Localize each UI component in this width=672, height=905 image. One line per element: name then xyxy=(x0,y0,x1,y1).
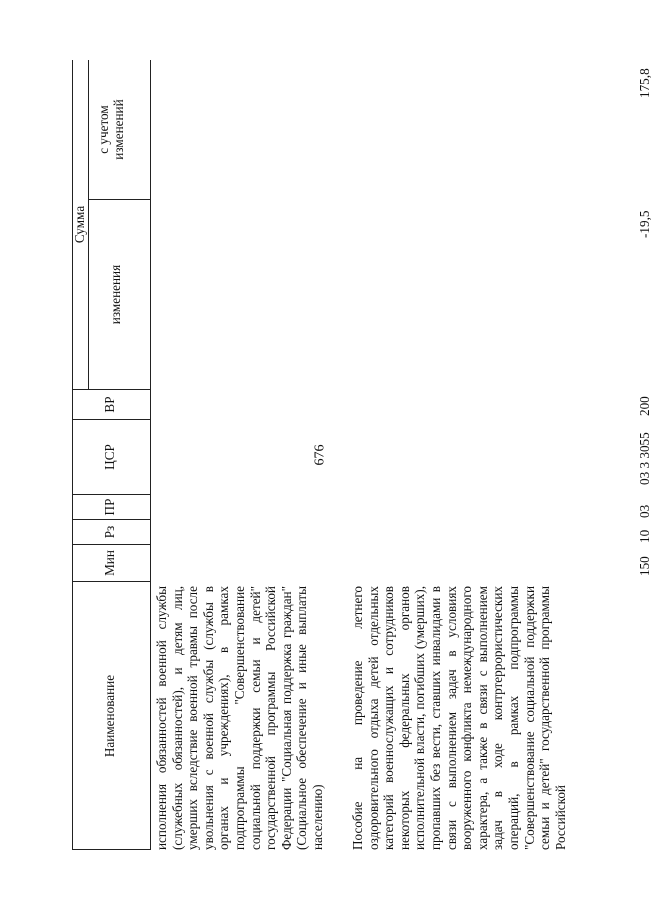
page-number: 676 xyxy=(312,444,328,466)
sum-group-divider xyxy=(88,60,89,390)
header-name: Наименование xyxy=(102,674,117,758)
header-rz: Рз xyxy=(102,525,117,539)
table-row-with-changes: 175,8 xyxy=(637,68,652,98)
header-vr: ВР xyxy=(102,396,117,413)
header-bottom-border xyxy=(150,60,151,850)
table-row-changes: -19,5 xyxy=(637,210,652,238)
header-with-changes-1: с учетом xyxy=(96,105,111,154)
header-min: Мин xyxy=(102,550,117,576)
table-row-name: исполнения обязанностей военной службы (служебных обязанностей), и детям лиц, умерших вследствие военной травмы после увольнения с военной службы (службы в органах и учреждениях), в рамках подпрограммы "Совершенствование социальной поддержки семьи и детей" государственной программы Российской Федерации "Социальная поддержка граждан" (Социальное обеспечение и иные выплаты населению) xyxy=(154,586,325,850)
header-sum-group: Сумма xyxy=(72,205,87,244)
header-pr: ПР xyxy=(102,498,117,516)
header-changes: изменения xyxy=(108,264,123,325)
table-row-csr: 03 3 3055 xyxy=(637,432,652,485)
table-row-pr: 03 xyxy=(637,504,652,518)
header-with-changes-2: изменений xyxy=(111,99,126,160)
table-row-vr: 200 xyxy=(637,396,652,416)
rotated-table xyxy=(72,60,672,850)
table-row-rz: 10 xyxy=(637,529,652,543)
table-row-min: 150 xyxy=(637,556,652,576)
header-csr: ЦСР xyxy=(102,444,117,470)
table-row-name: Пособие на проведение летнего оздоровительного отдыха детей отдельных категорий военнослужащих и сотрудников некоторых федеральных органов исполнительной власти, погибших (умерших), пропавших без вести, ставших инвалидами в связи с выполнением задач в условиях вооруженного конфликта немеждународного характера, а также в связи с выполнением задач в ходе контртеррористических операций, в рамках подпрограммы "Совершенствование социальной поддержки семьи и детей" государственной программы Российской xyxy=(350,586,568,850)
